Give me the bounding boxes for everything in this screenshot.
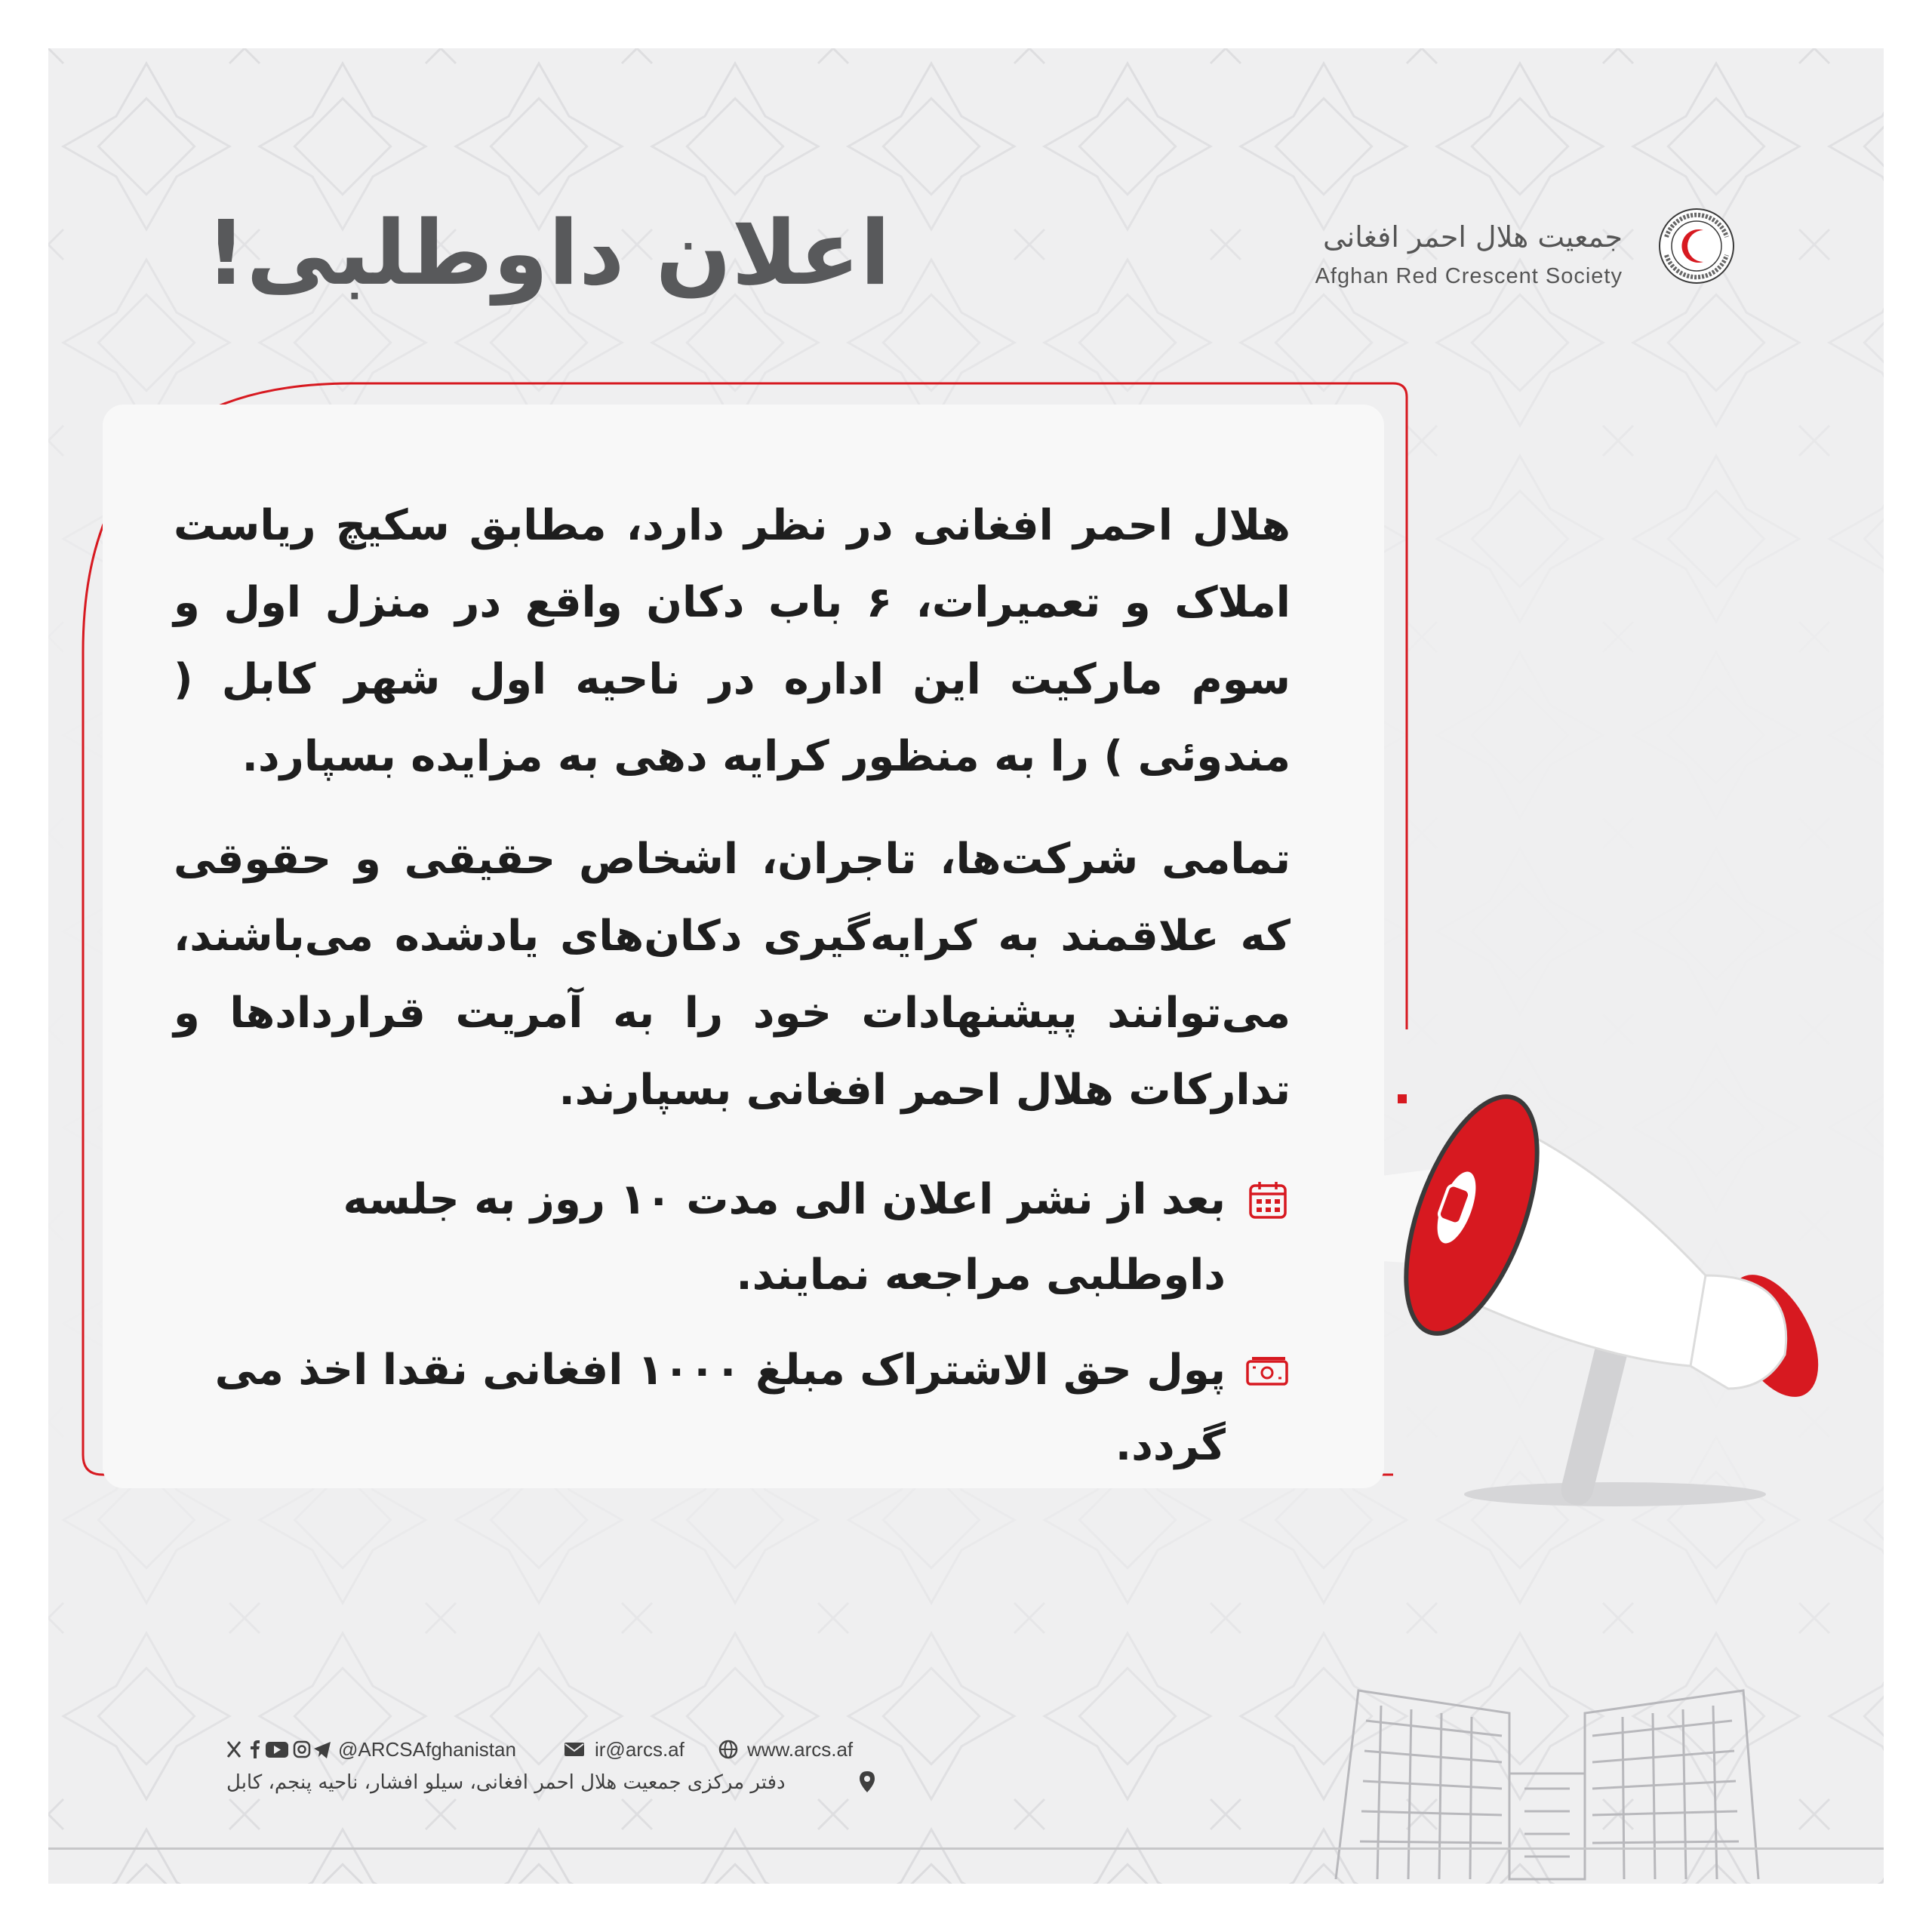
globe-icon (717, 1733, 740, 1766)
footer-divider (48, 1847, 1884, 1850)
telegram-icon[interactable] (314, 1742, 331, 1758)
org-name-english: Afghan Red Crescent Society (1315, 264, 1623, 288)
paragraph-intro: هلال احمر افغانی در نظر دارد، مطابق سکیچ ریاست املاک و تعمیرات، ۶ باب دکان واقع در منزل اول و سوم مارکیت این اداره در ناحیه اول شهر کابل ( مندوئی ) را به منظور کرایه دهی به مزایده بسپارد. (174, 501, 1291, 781)
office-address: دفتر مرکزی جمعیت هلال احمر افغانی، سیلو افشار، ناحیه پنجم، کابل (226, 1771, 786, 1794)
page-title: اعلان داوطلبی! (205, 201, 891, 305)
bullet-fee: پول حق الاشتراک مبلغ ۱۰۰۰ افغانی نقدا اخذ می گردد. (214, 1346, 1226, 1470)
footer-contacts (226, 1733, 875, 1766)
headquarters-building-drawing (1321, 1660, 1774, 1887)
megaphone-icon (1374, 1087, 1826, 1524)
organization-name (1215, 216, 1623, 314)
org-name-persian: جمعیت هلال احمر افغانی (1323, 220, 1623, 254)
paragraph-eligibility: تمامی شرکت‌ها، تاجران، اشخاص حقیقی و حقوقی که علاقمند به کرایه‌گیری دکان‌های یادشده می‌باشند، می‌توانند پیشنهادات خود را به آمریت قراردادها و تدارکات هلال احمر افغانی بسپارند. (174, 835, 1291, 1115)
email-link[interactable]: ir@arcs.af (595, 1738, 685, 1761)
calendar-icon (1247, 1179, 1289, 1221)
email-icon (563, 1733, 586, 1766)
money-icon (1245, 1354, 1289, 1389)
red-crescent-logo (1657, 207, 1736, 285)
facebook-icon[interactable] (251, 1740, 260, 1758)
social-handle[interactable]: @ARCSAfghanistan (338, 1738, 516, 1761)
instagram-icon[interactable] (294, 1742, 309, 1757)
x-icon[interactable] (228, 1742, 240, 1757)
youtube-icon[interactable] (266, 1742, 288, 1758)
social-icons (226, 1733, 332, 1766)
website-link[interactable]: www.arcs.af (747, 1738, 854, 1761)
bullet-deadline: بعد از نشر اعلان الی مدت ۱۰ روز به جلسه داوطلبی مراجعه نمایند. (343, 1175, 1226, 1300)
location-pin-icon (859, 1770, 875, 1793)
